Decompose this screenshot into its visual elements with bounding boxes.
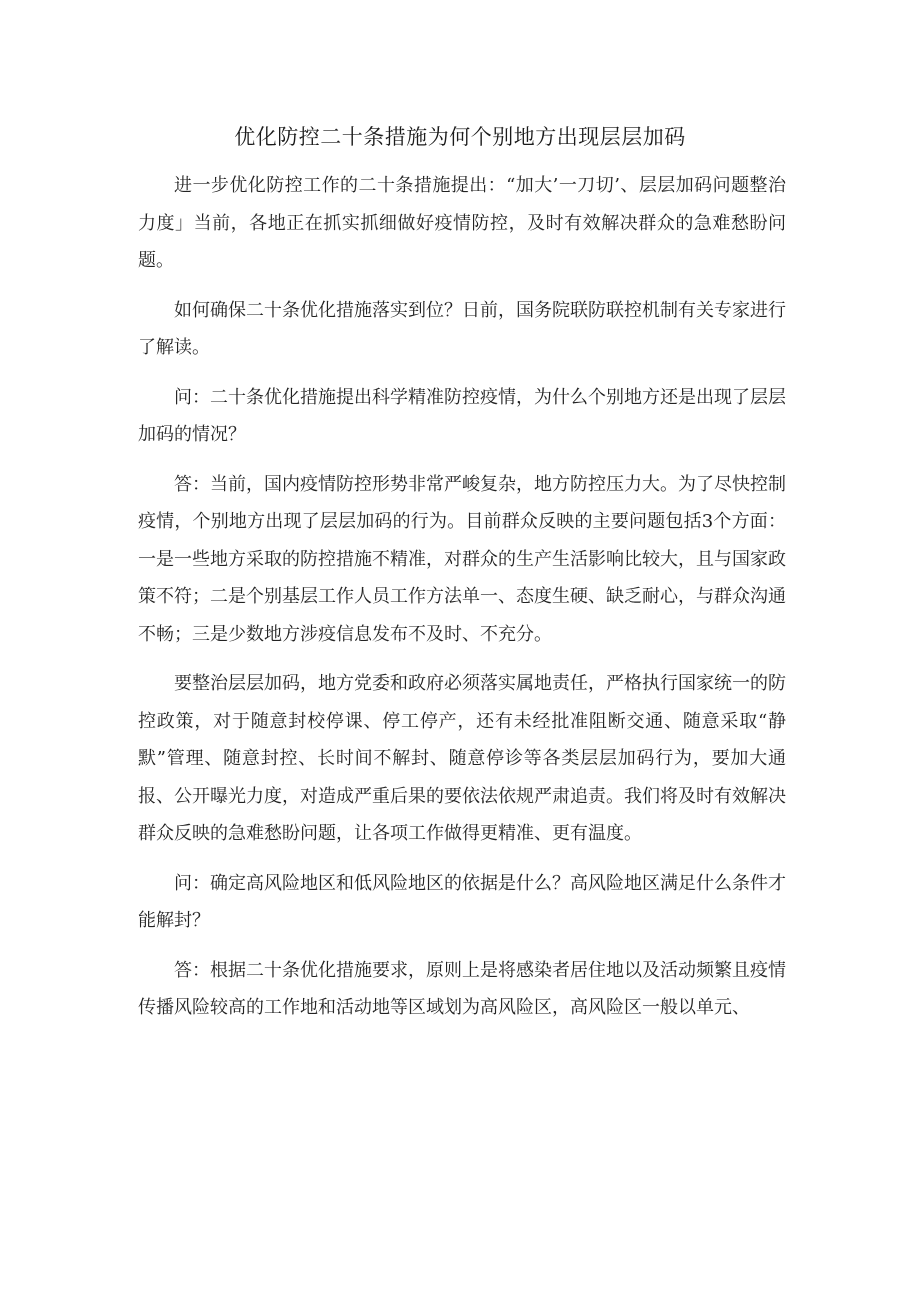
paragraph-question-1: 问：二十条优化措施提出科学精准防控疫情，为什么个别地方还是出现了层层加码的情况？ <box>138 386 786 445</box>
document-body <box>138 167 786 1039</box>
paragraph-answer-1: 答：当前，国内疫情防控形势非常严峻复杂，地方防控压力大。为了尽快控制疫情，个别地方出现了层层加码的行为。目前群众反映的主要问题包括3个方面：一是一些地方采取的防控措施不精准，对群众的生产生活影响比较大，且与国家政策不符；二是个别基层工作人员工作方法单一、态度生硬、缺乏耐心，与群众沟通不畅；三是少数地方涉疫信息发布不及时、不充分。 <box>138 473 786 645</box>
paragraph-answer-2: 答：根据二十条优化措施要求，原则上是将感染者居住地以及活动频繁且疫情传播风险较高的工作地和活动地等区域划为高风险区，高风险区一般以单元、 <box>138 959 786 1018</box>
paragraph-intro: 进一步优化防控工作的二十条措施提出：“加大’一刀切’、层层加码问题整治力度」当前，各地正在抓实抓细做好疫情防控，及时有效解决群众的急难愁盼问题。 <box>138 175 786 271</box>
document-title: 优化防控二十条措施为何个别地方出现层层加码 <box>234 125 686 149</box>
paragraph-question-2: 问：确定高风险地区和低风险地区的依据是什么？高风险地区满足什么条件才能解封？ <box>138 872 786 931</box>
paragraph-answer-1-continued: 要整治层层加码，地方党委和政府必须落实属地责任，严格执行国家统一的防控政策，对于随意封校停课、停工停产，还有未经批准阻断交通、随意采取“静默”管理、随意封控、长时间不解封、随意停诊等各类层层加码行为，要加大通报、公开曝光力度，对造成严重后果的要依法依规严肃追责。我们将及时有效解决群众反映的急难愁盼问题，让各项工作做得更精准、更有温度。 <box>138 673 786 844</box>
paragraph-expert-interpretation: 如何确保二十条优化措施落实到位？日前，国务院联防联控机制有关专家进行了解读。 <box>138 299 786 358</box>
